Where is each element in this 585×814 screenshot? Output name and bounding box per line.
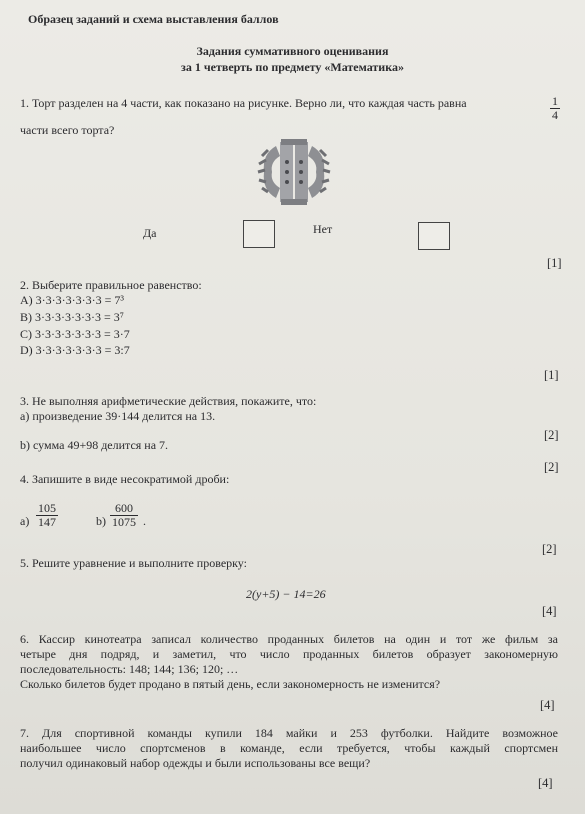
q4-fraction-b: [110, 502, 138, 529]
q5-equation: 2(y+5) − 14=26: [246, 587, 326, 601]
q6-line-3: последовательность: 148; 144; 136; 120; …: [20, 662, 239, 676]
q1-yes-checkbox[interactable]: [243, 220, 275, 248]
q2-score: [1]: [544, 368, 559, 382]
q4-b-numerator: 600: [110, 502, 138, 516]
q2-option-d: D) 3·3·3·3·3·3·3 = 3:7: [20, 343, 130, 357]
q4-b-label: b): [96, 514, 106, 528]
q4-a-label: a): [20, 514, 30, 528]
q4-a-denominator: 147: [38, 515, 56, 529]
q1-no-label: Нет: [313, 222, 333, 236]
q1-yes-label: Да: [143, 226, 157, 240]
q3-part-a: a) произведение 39·144 делится на 13.: [20, 409, 216, 423]
q1-text-2: части всего торта?: [20, 123, 115, 137]
q4-a-numerator: 105: [38, 501, 56, 515]
q3-score-a: [2]: [544, 428, 559, 442]
q1-frac-den: 4: [552, 108, 558, 122]
cake-left-part: [258, 146, 280, 198]
cake-center-parts: [280, 139, 308, 205]
q1-text: 1. Торт разделен на 4 части, как показано на рисунке. Верно ли, что каждая часть равна: [20, 96, 467, 110]
q7-line-1: 7. Для спортивной команды купили 184 майки и 253 футболки. Найдите возможное: [20, 726, 558, 740]
q1-score: [1]: [547, 256, 562, 270]
q4-score: [2]: [542, 542, 557, 556]
q4-fraction-a: [36, 502, 58, 529]
cake-illustration: [256, 136, 332, 208]
q7-text: [20, 726, 558, 771]
q6-line-1: 6. Кассир кинотеатра записал количество проданных билетов на один и тот же фильм за: [20, 632, 558, 646]
q4-title: 4. Запишите в виде несократимой дроби:: [20, 472, 230, 486]
q7-line-2: наибольшее число спортсменов в команде, если требуется, чтобы каждый спортсмен: [20, 741, 558, 755]
q6-line-2: четыре дня подряд, и заметил, что число проданных билетов образует закономерную: [20, 647, 558, 661]
cake-right-part: [308, 146, 330, 198]
q1-frac-num: 1: [552, 94, 558, 108]
q1-no-checkbox[interactable]: [418, 222, 450, 250]
q2-option-a: A) 3·3·3·3·3·3·3 = 7³: [20, 293, 125, 307]
q6-text: [20, 632, 558, 692]
q7-score: [4]: [538, 776, 553, 790]
top-title: Образец заданий и схема выставления баллов: [28, 12, 279, 26]
q2-title: 2. Выберите правильное равенство:: [20, 278, 202, 292]
q6-score: [4]: [540, 698, 555, 712]
q6-line-4: Сколько билетов будет продано в пятый день, если закономерность не изменится?: [20, 677, 441, 691]
q5-title: 5. Решите уравнение и выполните проверку:: [20, 556, 247, 570]
title-line-2: за 1 четверть по предмету «Математика»: [181, 60, 404, 74]
q3-score-b: [2]: [544, 460, 559, 474]
q2-option-c: C) 3·3·3·3·3·3·3 = 3·7: [20, 327, 130, 341]
q5-score: [4]: [542, 604, 557, 618]
q1-fraction: [550, 95, 560, 122]
title-line-1: Задания суммативного оценивания: [196, 44, 389, 58]
q3-part-b: b) сумма 49+98 делится на 7.: [20, 438, 169, 452]
q3-title: 3. Не выполняя арифметические действия, покажите, что:: [20, 394, 317, 408]
q7-line-3: получил одинаковый набор одежды и были использованы все вещи?: [20, 756, 371, 770]
q2-option-b: B) 3·3·3·3·3·3·3 = 3⁷: [20, 310, 124, 324]
q4-b-denominator: 1075: [112, 515, 136, 529]
q4-b-period: .: [143, 514, 146, 528]
